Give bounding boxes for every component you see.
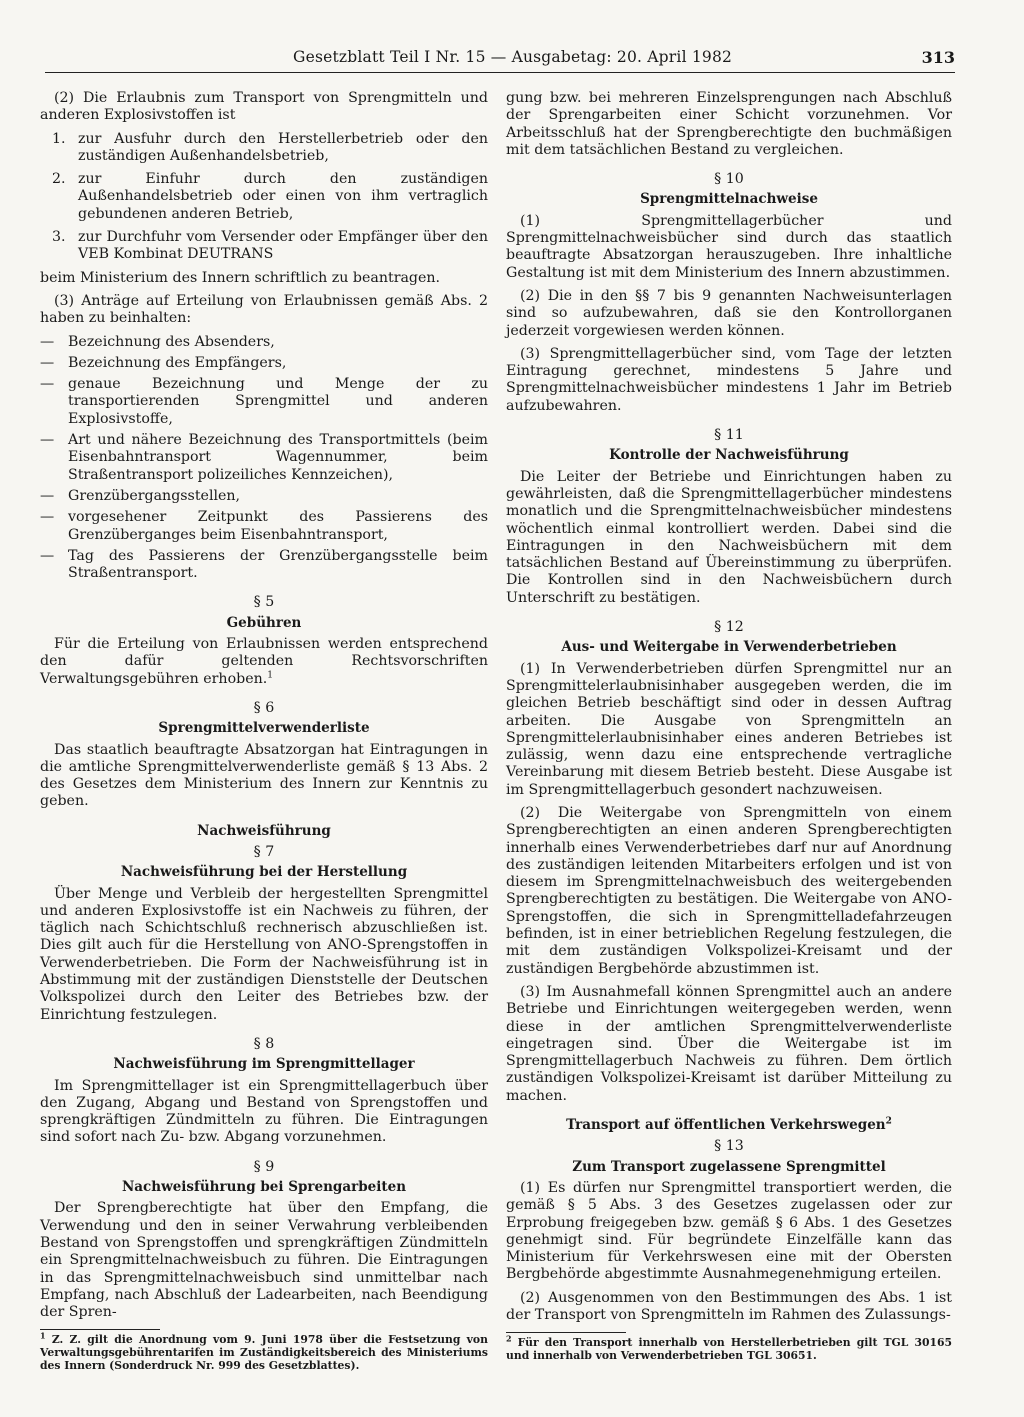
section-paragraph: (1) In Verwenderbetrieben dürfen Sprengmittel nur an Sprengmittelerlaubnisinhaber ausgegeben werden, die im gleichen Betrieb beschäftigt sind oder in dessen Auftrag arbeiten. Die Ausgabe von Sprengmitteln an Sprengmittelerlaubnisinhaber eines anderen Betriebes ist zulässig, wenn dazu eine entsprechende vertragliche Vereinbarung mit diesem Betrieb besteht. Diese Ausgabe ist im Sprengmittellagerbuch gesondert nachzuweisen.: [506, 660, 952, 798]
dash-item: [40, 488, 488, 505]
dash-mark: —: [40, 547, 55, 564]
continued-text: gung bzw. bei mehreren Einzelsprengungen nach Abschluß der Sprengarbeiten einer Schicht vorzunehmen. Vor Arbeitsschluß hat der Sprengberechtigte den buchmäßigen mit dem tatsächlichen Bestand zu vergleichen.: [506, 90, 952, 158]
paragraph-3: (3) Anträge auf Erteilung von Erlaubnissen gemäß Abs. 2 haben zu beinhalten:: [40, 292, 488, 327]
list-text: zur Einfuhr durch den zuständigen Außenhandelsbetrieb oder einen von ihm vertraglich gebundenen anderen Betrieb,: [78, 171, 488, 222]
section-text-body: Für die Erteilung von Erlaubnissen werden entsprechend den dafür geltenden Rechtsvorschriften Verwaltungsgebühren erhoben.: [40, 636, 488, 687]
section-title: Zum Transport zugelassene Sprengmittel: [572, 1158, 886, 1175]
section-text: Die Leiter der Betriebe und Einrichtungen haben zu gewährleisten, daß die Sprengmittellagerbücher mindestens monatlich und die Sprengmittelnachweisbücher mindestens wöchentlich einmal kontrolliert werden. Dabei sind die Eintragungen in den Nachweisbüchern mit dem tatsächlichen Bestand auf Übereinstimmung zu überprüfen. Die Kontrollen sind in den Nachweisbüchern durch Unterschrift zu bestätigen.: [506, 468, 952, 606]
section-title: Nachweisführung bei Sprengarbeiten: [121, 1179, 407, 1196]
chapter-heading-text: Transport auf öffentlichen Verkehrswegen: [566, 1117, 886, 1134]
list-item: [40, 131, 488, 166]
paragraph-2: (2) Die Erlaubnis zum Transport von Sprengmitteln und anderen Explosivstoffen ist: [40, 90, 488, 124]
page-header: [45, 42, 955, 73]
section-title: Kontrolle der Nachweisführung: [609, 447, 849, 464]
section-title: Aus- und Weitergabe in Verwenderbetrieben: [561, 639, 897, 656]
section-text: Das staatlich beauftragte Absatzorgan hat Eintragungen in die amtliche Sprengmittelverwenderliste gemäß § 13 Abs. 2 des Gesetzes dem Ministerium des Innern zur Kenntnis zu geben.: [40, 741, 488, 810]
footnote-mark: 1: [40, 1330, 46, 1341]
dash-mark: —: [40, 432, 55, 449]
dash-item: [40, 334, 488, 351]
section-text: Über Menge und Verbleib der hergestellten Sprengmittel und anderen Explosivstoffe ist ein Nachweis zu führen, der täglich nach Schichtschluß rechnerisch abzuschließen ist. Dies gilt auch für die Herstellung von ANO-Sprengstoffen in Verwenderbetrieben. Die Form der Nachweisführung ist in Abstimmung mit der zuständigen Dienststelle der Deutschen Volkspolizei durch den Leiter des Betriebes bzw. der Einrichtung festzulegen.: [40, 885, 488, 1023]
list-text: zur Durchfuhr vom Versender oder Empfänger über den VEB Kombinat DEUTRANS: [78, 229, 488, 263]
dash-item: [40, 509, 488, 544]
footnote-text: Für den Transport innerhalb von Herstellerbetrieben gilt TGL 30165 und innerhalb von Verwenderbetrieben TGL 30651.: [506, 1336, 953, 1362]
section-paragraph: (1) Sprengmittellagerbücher und Sprengmittelnachweisbücher sind durch das staatlich beauftragte Absatzorgan herauszugeben. Ihre inhaltliche Gestaltung ist mit dem Ministerium des Innern abzustimmen.: [506, 212, 952, 281]
footnote-divider: [506, 1332, 626, 1333]
section-number: § 13: [714, 1138, 744, 1155]
dash-item: [40, 376, 488, 428]
dash-item: [40, 432, 488, 484]
list-text: zur Ausfuhr durch den Herstellerbetrieb oder den zuständigen Außenhandelsbetrieb,: [78, 130, 488, 164]
section-text: Im Sprengmittellager ist ein Sprengmittellagerbuch über den Zugang, Abgang und Bestand von Sprengstoffen und sprengkräftigen Zündmitteln zu führen. Die Eintragungen sind sofort nach Zu- bzw. Abgang vorzunehmen.: [40, 1077, 488, 1146]
list-item: [40, 171, 488, 223]
dash-text: Bezeichnung des Absenders,: [68, 333, 275, 350]
section-text: Der Sprengberechtigte hat über den Empfang, die Verwendung und den in seiner Verwahrung verbleibenden Bestand von Sprengstoffen und sprengkräftigen Zündmitteln ein Sprengmittelnachweisbuch zu führen. Die Eintragungen in das Sprengmittelnachweisbuch sind unmittelbar nach Empfang, nach Abschluß der Ladearbeiten, nach Beendigung der Spren-: [40, 1200, 488, 1321]
dash-mark: —: [40, 354, 55, 371]
section-number: § 10: [714, 171, 744, 188]
footnote: [506, 1333, 953, 1362]
footnote-reference: 2: [885, 1116, 892, 1127]
section-paragraph: (2) Die Weitergabe von Sprengmitteln von einem Sprengberechtigten an einen anderen Sprengberechtigten innerhalb eines Verwenderbetriebes darf nur auf Anordnung des zuständigen leitenden Mitarbeiters erfolgen und ist von diesem im Sprengmittelnachweisbuch des weitergebenden Sprengberechtigten zu bestätigen. Die Weitergabe von ANO-Sprengstoffen, die sich in Sprengmittelladefahrzeugen befinden, ist in einer betrieblichen Regelung festzulegen, die mit dem zuständigen Volkspolizei-Kreisamt und der zuständigen Bergbehörde abzustimmen ist.: [506, 804, 952, 977]
section-title: Sprengmittelverwenderliste: [158, 720, 370, 737]
footnote: [40, 1330, 488, 1372]
dash-item: [40, 355, 488, 372]
list-number: 1.: [52, 130, 66, 147]
page-number: 313: [921, 48, 955, 67]
section-paragraph: (2) Ausgenommen von den Bestimmungen des Abs. 1 ist der Transport von Sprengmitteln im Rahmen des Zulassungs-: [506, 1289, 952, 1323]
section-paragraph: (3) Im Ausnahmefall können Sprengmittel auch an andere Betriebe und Einrichtungen weitergegeben werden, wenn diese in der amtlichen Sprengmittelverwenderliste eingetragen sind. Über die Weitergabe ist im Sprengmittellagerbuch Nachweis zu führen. Dem örtlich zuständigen Volkspolizei-Kreisamt ist darüber Mitteilung zu machen.: [506, 983, 952, 1104]
chapter-heading: [506, 1117, 952, 1134]
dash-text: Grenzübergangsstellen,: [68, 487, 241, 504]
section-text: [40, 636, 488, 688]
dash-text: Bezeichnung des Empfängers,: [68, 354, 287, 371]
section-number: § 12: [714, 619, 744, 636]
header-title: Gesetzblatt Teil I Nr. 15 — Ausgabetag: 20. April 1982: [293, 48, 733, 66]
section-paragraph: (3) Sprengmittellagerbücher sind, vom Tage der letzten Eintragung gerechnet, mindestens 5 Jahre und Sprengmittelnachweisbücher mindestens 1 Jahr im Betrieb aufzubewahren.: [506, 345, 952, 414]
footnote-divider: [40, 1329, 160, 1330]
dash-mark: —: [40, 376, 55, 393]
list-item: [40, 229, 488, 264]
section-paragraph: (2) Die in den §§ 7 bis 9 genannten Nachweisunterlagen sind so aufzubewahren, daß sie den Kontrollorganen jederzeit vorgewiesen werden können.: [506, 287, 952, 339]
section-number: § 9: [253, 1158, 275, 1175]
left-column: [40, 90, 488, 1372]
section-title: Sprengmittelnachweise: [640, 191, 818, 208]
section-paragraph: (1) Es dürfen nur Sprengmittel transportiert werden, die gemäß § 5 Abs. 3 des Gesetzes zugelassen oder zur Erprobung freigegeben bzw. gemäß § 6 Abs. 1 des Gesetzes genehmigt sind. Für begründete Einzelfälle kann das Ministerium für Verkehrswesen eine mit der Obersten Bergbehörde abgestimmte Ausnahmegenehmigung erteilen.: [506, 1179, 952, 1283]
dash-mark: —: [40, 487, 55, 504]
section-title: Gebühren: [226, 614, 302, 631]
section-number: § 11: [714, 427, 744, 444]
footnote-mark: 2: [506, 1333, 512, 1344]
dash-mark: —: [40, 333, 55, 350]
section-number: § 6: [253, 699, 275, 716]
dash-item: [40, 548, 488, 583]
list-number: 3.: [52, 229, 66, 246]
dash-text: vorgesehener Zeitpunkt des Passierens des Grenzüberganges beim Eisenbahntransport,: [68, 509, 488, 543]
section-title: Nachweisführung im Sprengmittellager: [113, 1056, 415, 1073]
dash-mark: —: [40, 509, 55, 526]
list-number: 2.: [52, 171, 66, 188]
chapter-heading: Nachweisführung: [197, 822, 331, 839]
section-title: Nachweisführung bei der Herstellung: [120, 864, 408, 881]
dash-text: Tag des Passierens der Grenzübergangsstelle beim Straßentransport.: [68, 547, 488, 582]
footnote-text: Z. Z. gilt die Anordnung vom 9. Juni 1978 über die Festsetzung von Verwaltungsgebührentarifen im Zuständigkeitsbereich des Ministeriums des Innern (Sonderdruck Nr. 999 des Gesetzblattes).: [40, 1333, 488, 1372]
footnote-reference: 1: [267, 669, 273, 680]
section-number: § 7: [253, 843, 275, 860]
section-number: § 8: [253, 1035, 275, 1052]
right-column: [506, 90, 952, 1362]
paragraph-2-end: beim Ministerium des Innern schriftlich zu beantragen.: [40, 269, 441, 286]
section-number: § 5: [253, 594, 275, 611]
dash-text: genaue Bezeichnung und Menge der zu transportierenden Sprengmittel und anderen Explosivstoffe,: [68, 376, 488, 427]
dash-text: Art und nähere Bezeichnung des Transportmittels (beim Eisenbahntransport Wagennummer, beim Straßentransport polizeiliches Kennzeichen),: [68, 432, 488, 483]
